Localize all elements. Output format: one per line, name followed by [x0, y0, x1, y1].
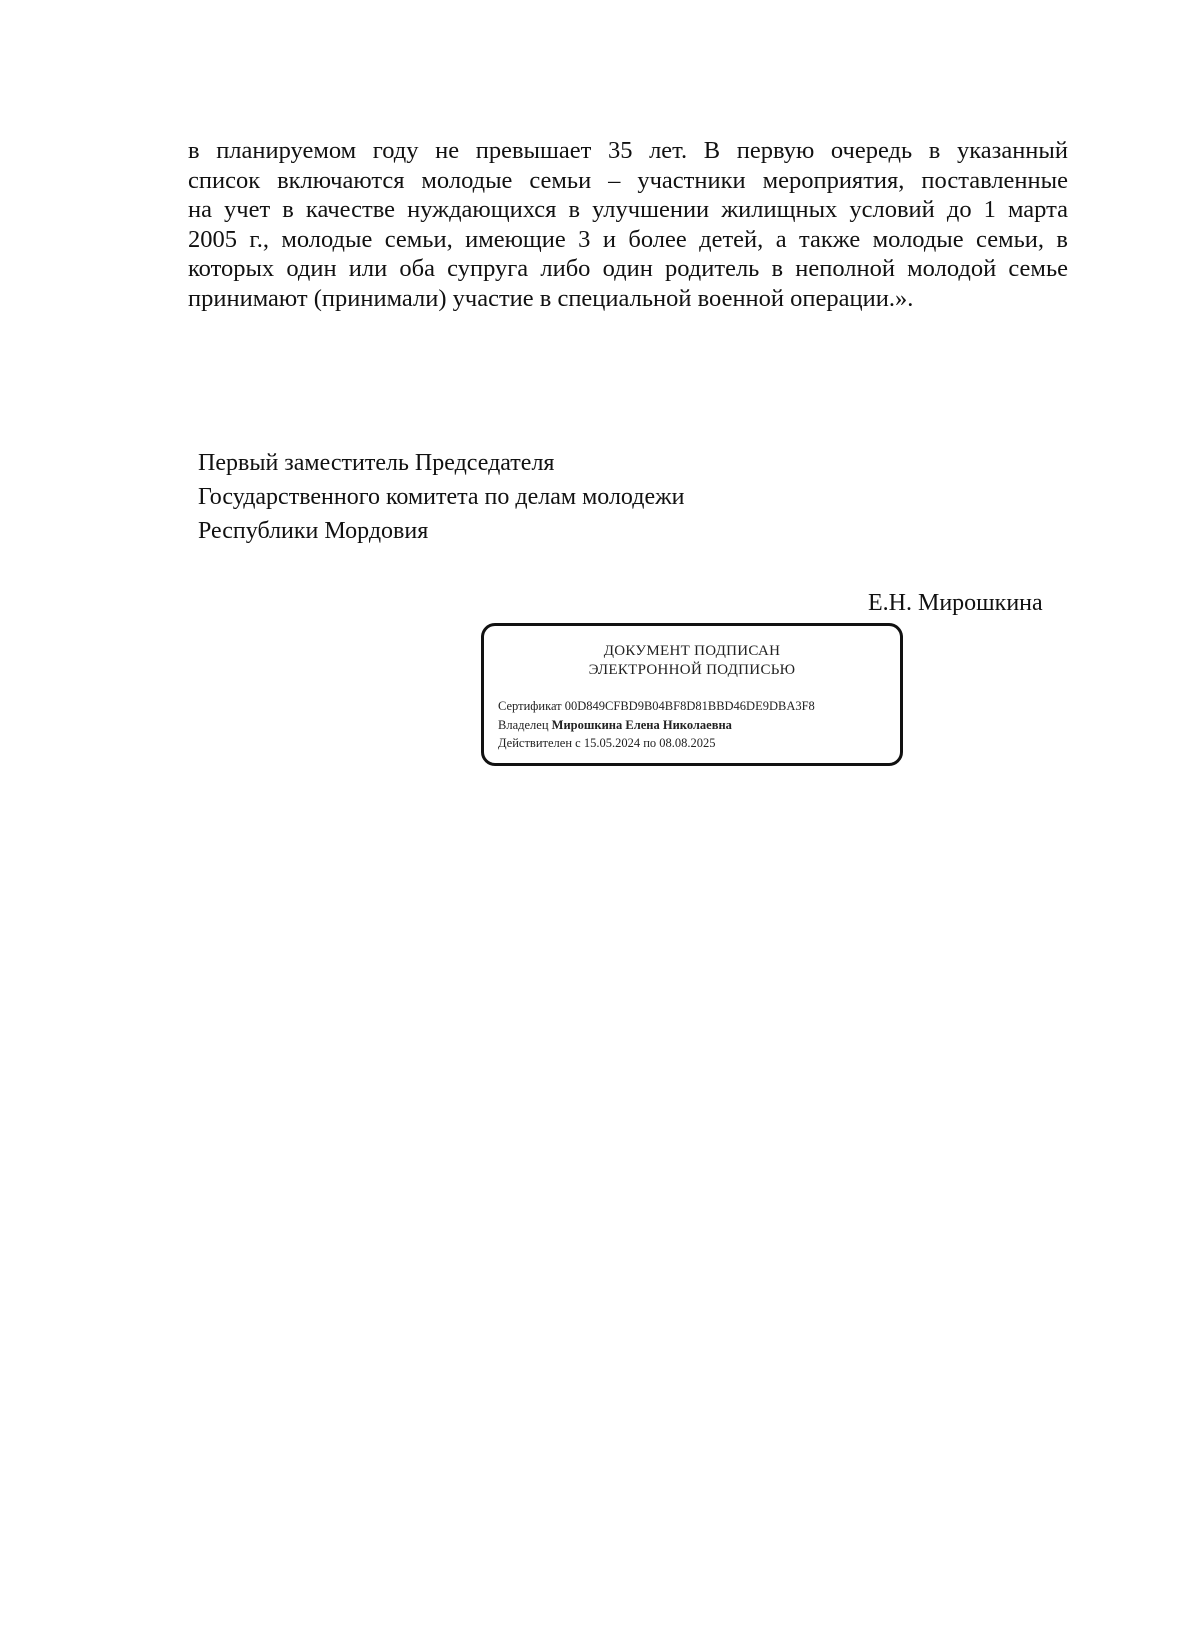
stamp-title [484, 642, 900, 680]
body-line: 2005 г., молодые семьи, имеющие 3 и более детей, а также молодые семьи, в [188, 225, 1068, 253]
body-paragraph [188, 136, 1068, 313]
signer-name: Е.Н. Мирошкина [868, 590, 1043, 616]
validity-label: Действителен [498, 736, 573, 750]
signatory-position-line: Государственного комитета по делам молодежи [198, 484, 685, 510]
validity-to-prefix: по [643, 736, 657, 750]
owner-label: Владелец [498, 717, 549, 732]
stamp-certificate-row [498, 697, 815, 716]
body-line: список включаются молодые семьи – участники мероприятия, поставленные [188, 166, 1068, 194]
validity-from: 15.05.2024 [583, 736, 641, 750]
electronic-signature-stamp [481, 623, 903, 766]
stamp-owner-row [498, 716, 815, 735]
stamp-details [498, 697, 815, 753]
body-line: принимают (принимали) участие в специальной военной операции.». [188, 284, 914, 312]
certificate-value: 00D849CFBD9B04BF8D81BBD46DE9DBA3F8 [564, 699, 815, 713]
signatory-position [198, 446, 685, 548]
certificate-label: Сертификат [498, 699, 562, 713]
stamp-title-line: ЭЛЕКТРОННОЙ ПОДПИСЬЮ [588, 662, 796, 678]
body-line: на учет в качестве нуждающихся в улучшении жилищных условий до 1 марта [188, 196, 1068, 223]
body-line: которых один или оба супруга либо один родитель в неполной молодой семье [188, 255, 1068, 282]
validity-to: 08.08.2025 [659, 736, 716, 750]
stamp-validity-row [498, 734, 815, 753]
signatory-position-line: Первый заместитель Председателя [198, 450, 555, 476]
stamp-title-line: ДОКУМЕНТ ПОДПИСАН [603, 643, 781, 659]
owner-value: Мирошкина Елена Николаевна [551, 717, 732, 732]
body-line: в планируемом году не превышает 35 лет. В первую очередь в указанный [188, 137, 1068, 164]
signatory-position-line: Республики Мордовия [198, 518, 429, 544]
validity-from-prefix: с [575, 736, 581, 750]
